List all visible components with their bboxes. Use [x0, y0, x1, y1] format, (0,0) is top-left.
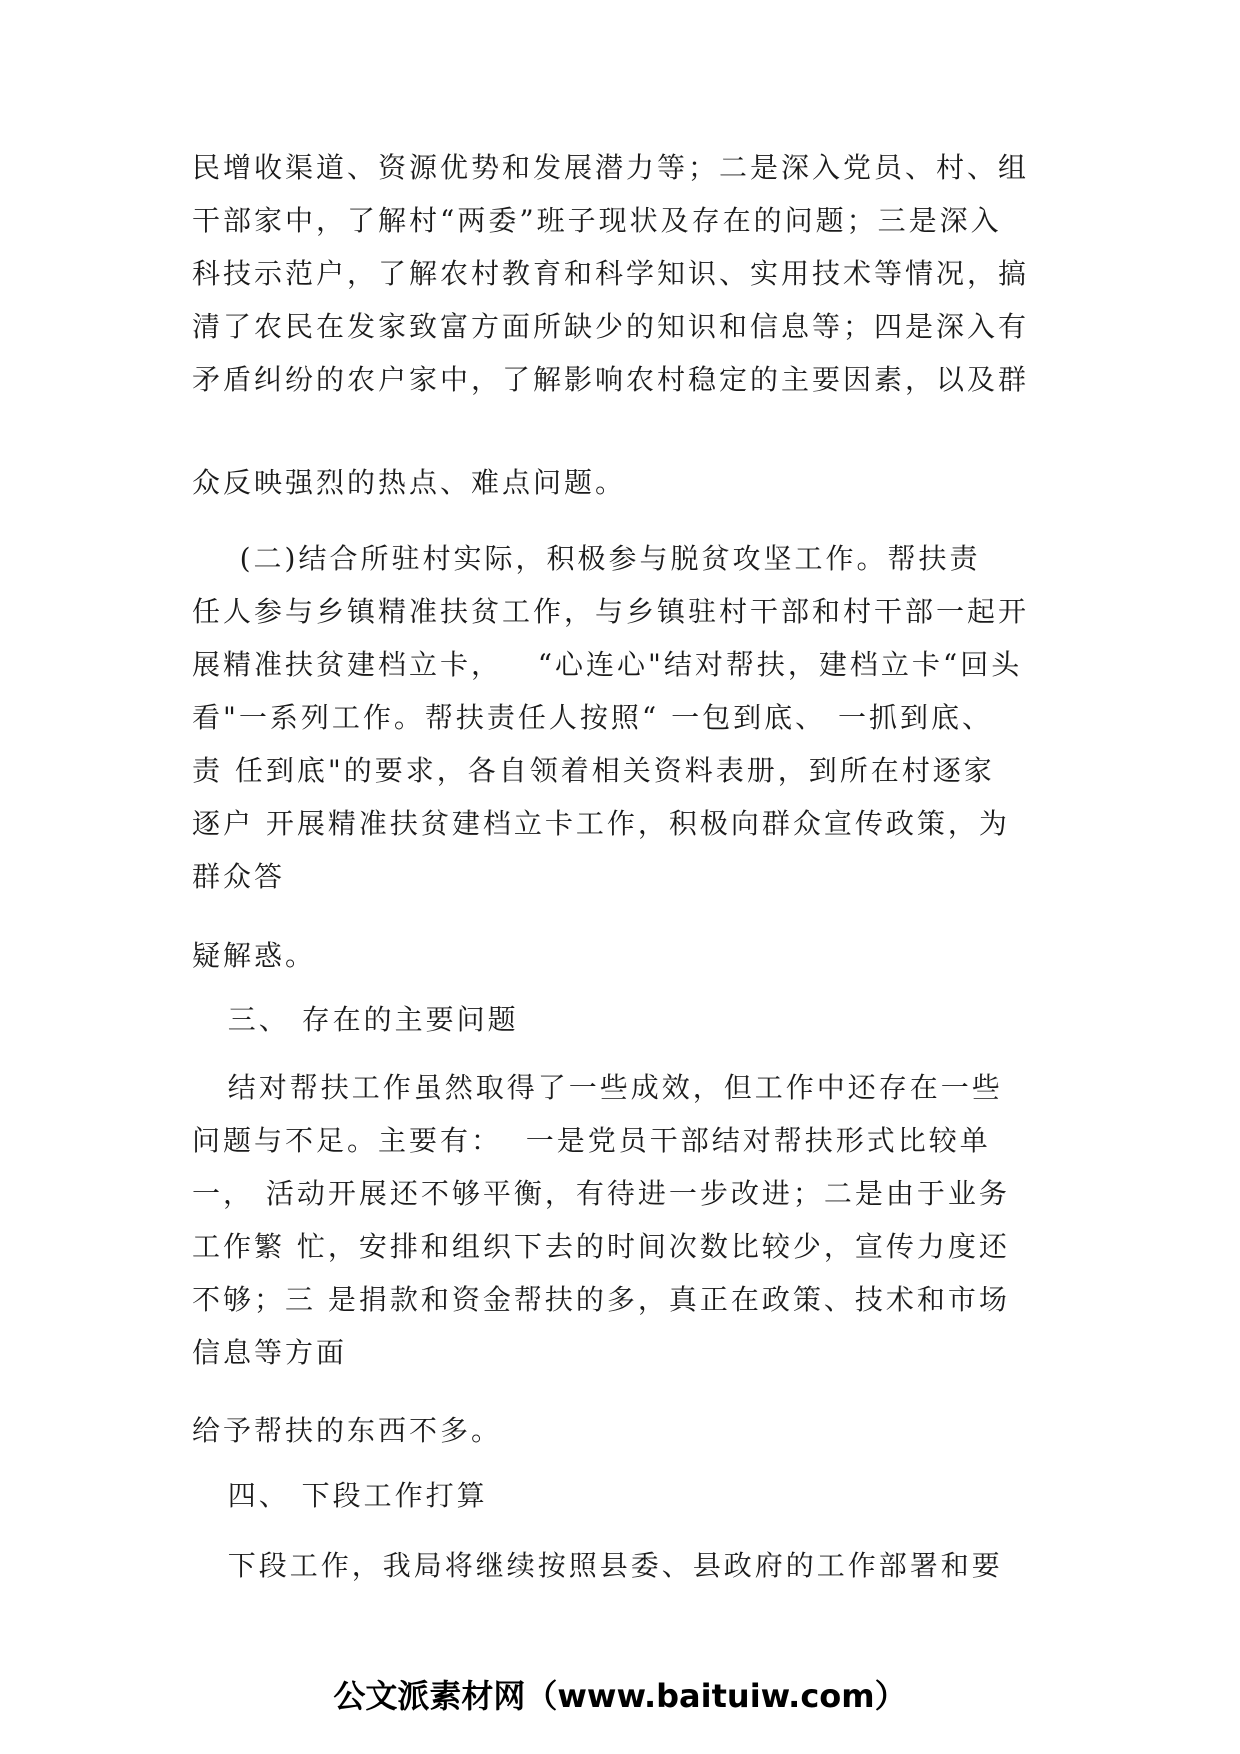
body-text-line: 看"一系列工作。帮扶责任人按照“ 一包到底、 一抓到底、	[192, 701, 993, 734]
section-paragraph-start: (二)结合所驻村实际，积极参与脱贫攻坚工作。帮扶责	[192, 542, 981, 575]
body-text-line: 清了农民在发家致富方面所缺少的知识和信息等；四是深入有	[192, 310, 1030, 343]
body-text-line: 结对帮扶工作虽然取得了一些成效，但工作中还存在一些	[192, 1071, 1003, 1104]
body-text-line: 展精准扶贫建档立卡， “心连心"结对帮扶，建档立卡“回头	[192, 648, 1023, 681]
body-text-line: 科技示范户，了解农村教育和科学知识、实用技术等情况，搞	[192, 257, 1030, 290]
section-heading: 四、 下段工作打算	[192, 1479, 488, 1512]
body-text-line: 矛盾纠纷的农户家中，了解影响农村稳定的主要因素，以及群	[192, 363, 1030, 396]
body-text-line: 下段工作，我局将继续按照县委、县政府的工作部署和要	[192, 1549, 1003, 1582]
body-text-line: 疑解惑。	[192, 939, 317, 972]
body-text-line: 工作繁 忙，安排和组织下去的时间次数比较少，宣传力度还	[192, 1230, 1010, 1263]
body-text-line: 问题与不足。主要有： 一是党员干部结对帮扶形式比较单	[192, 1124, 991, 1157]
body-text-line: 干部家中，了解村“两委”班子现状及存在的问题；三是深入	[192, 204, 1002, 237]
body-text-line: 信息等方面	[192, 1336, 348, 1369]
footer-watermark: 公文派素材网（www.baituiw.com）	[333, 1677, 907, 1715]
body-text-line: 不够；三 是捐款和资金帮扶的多，真正在政策、技术和市场	[192, 1283, 1010, 1316]
body-text-line: 众反映强烈的热点、难点问题。	[192, 466, 627, 499]
body-text-line: 逐户 开展精准扶贫建档立卡工作，积极向群众宣传政策，为	[192, 807, 1010, 840]
section-heading: 三、 存在的主要问题	[192, 1003, 519, 1036]
body-text-line: 给予帮扶的东西不多。	[192, 1414, 503, 1447]
body-text-line: 责 任到底"的要求，各自领着相关资料表册，到所在村逐家	[192, 754, 995, 787]
body-text-line: 任人参与乡镇精准扶贫工作，与乡镇驻村干部和村干部一起开	[192, 595, 1030, 628]
body-text-line: 群众答	[192, 860, 286, 893]
body-text-line: 民增收渠道、资源优势和发展潜力等；二是深入党员、村、组	[192, 151, 1030, 184]
body-text-line: 一， 活动开展还不够平衡，有待进一步改进；二是由于业务	[192, 1177, 1010, 1210]
